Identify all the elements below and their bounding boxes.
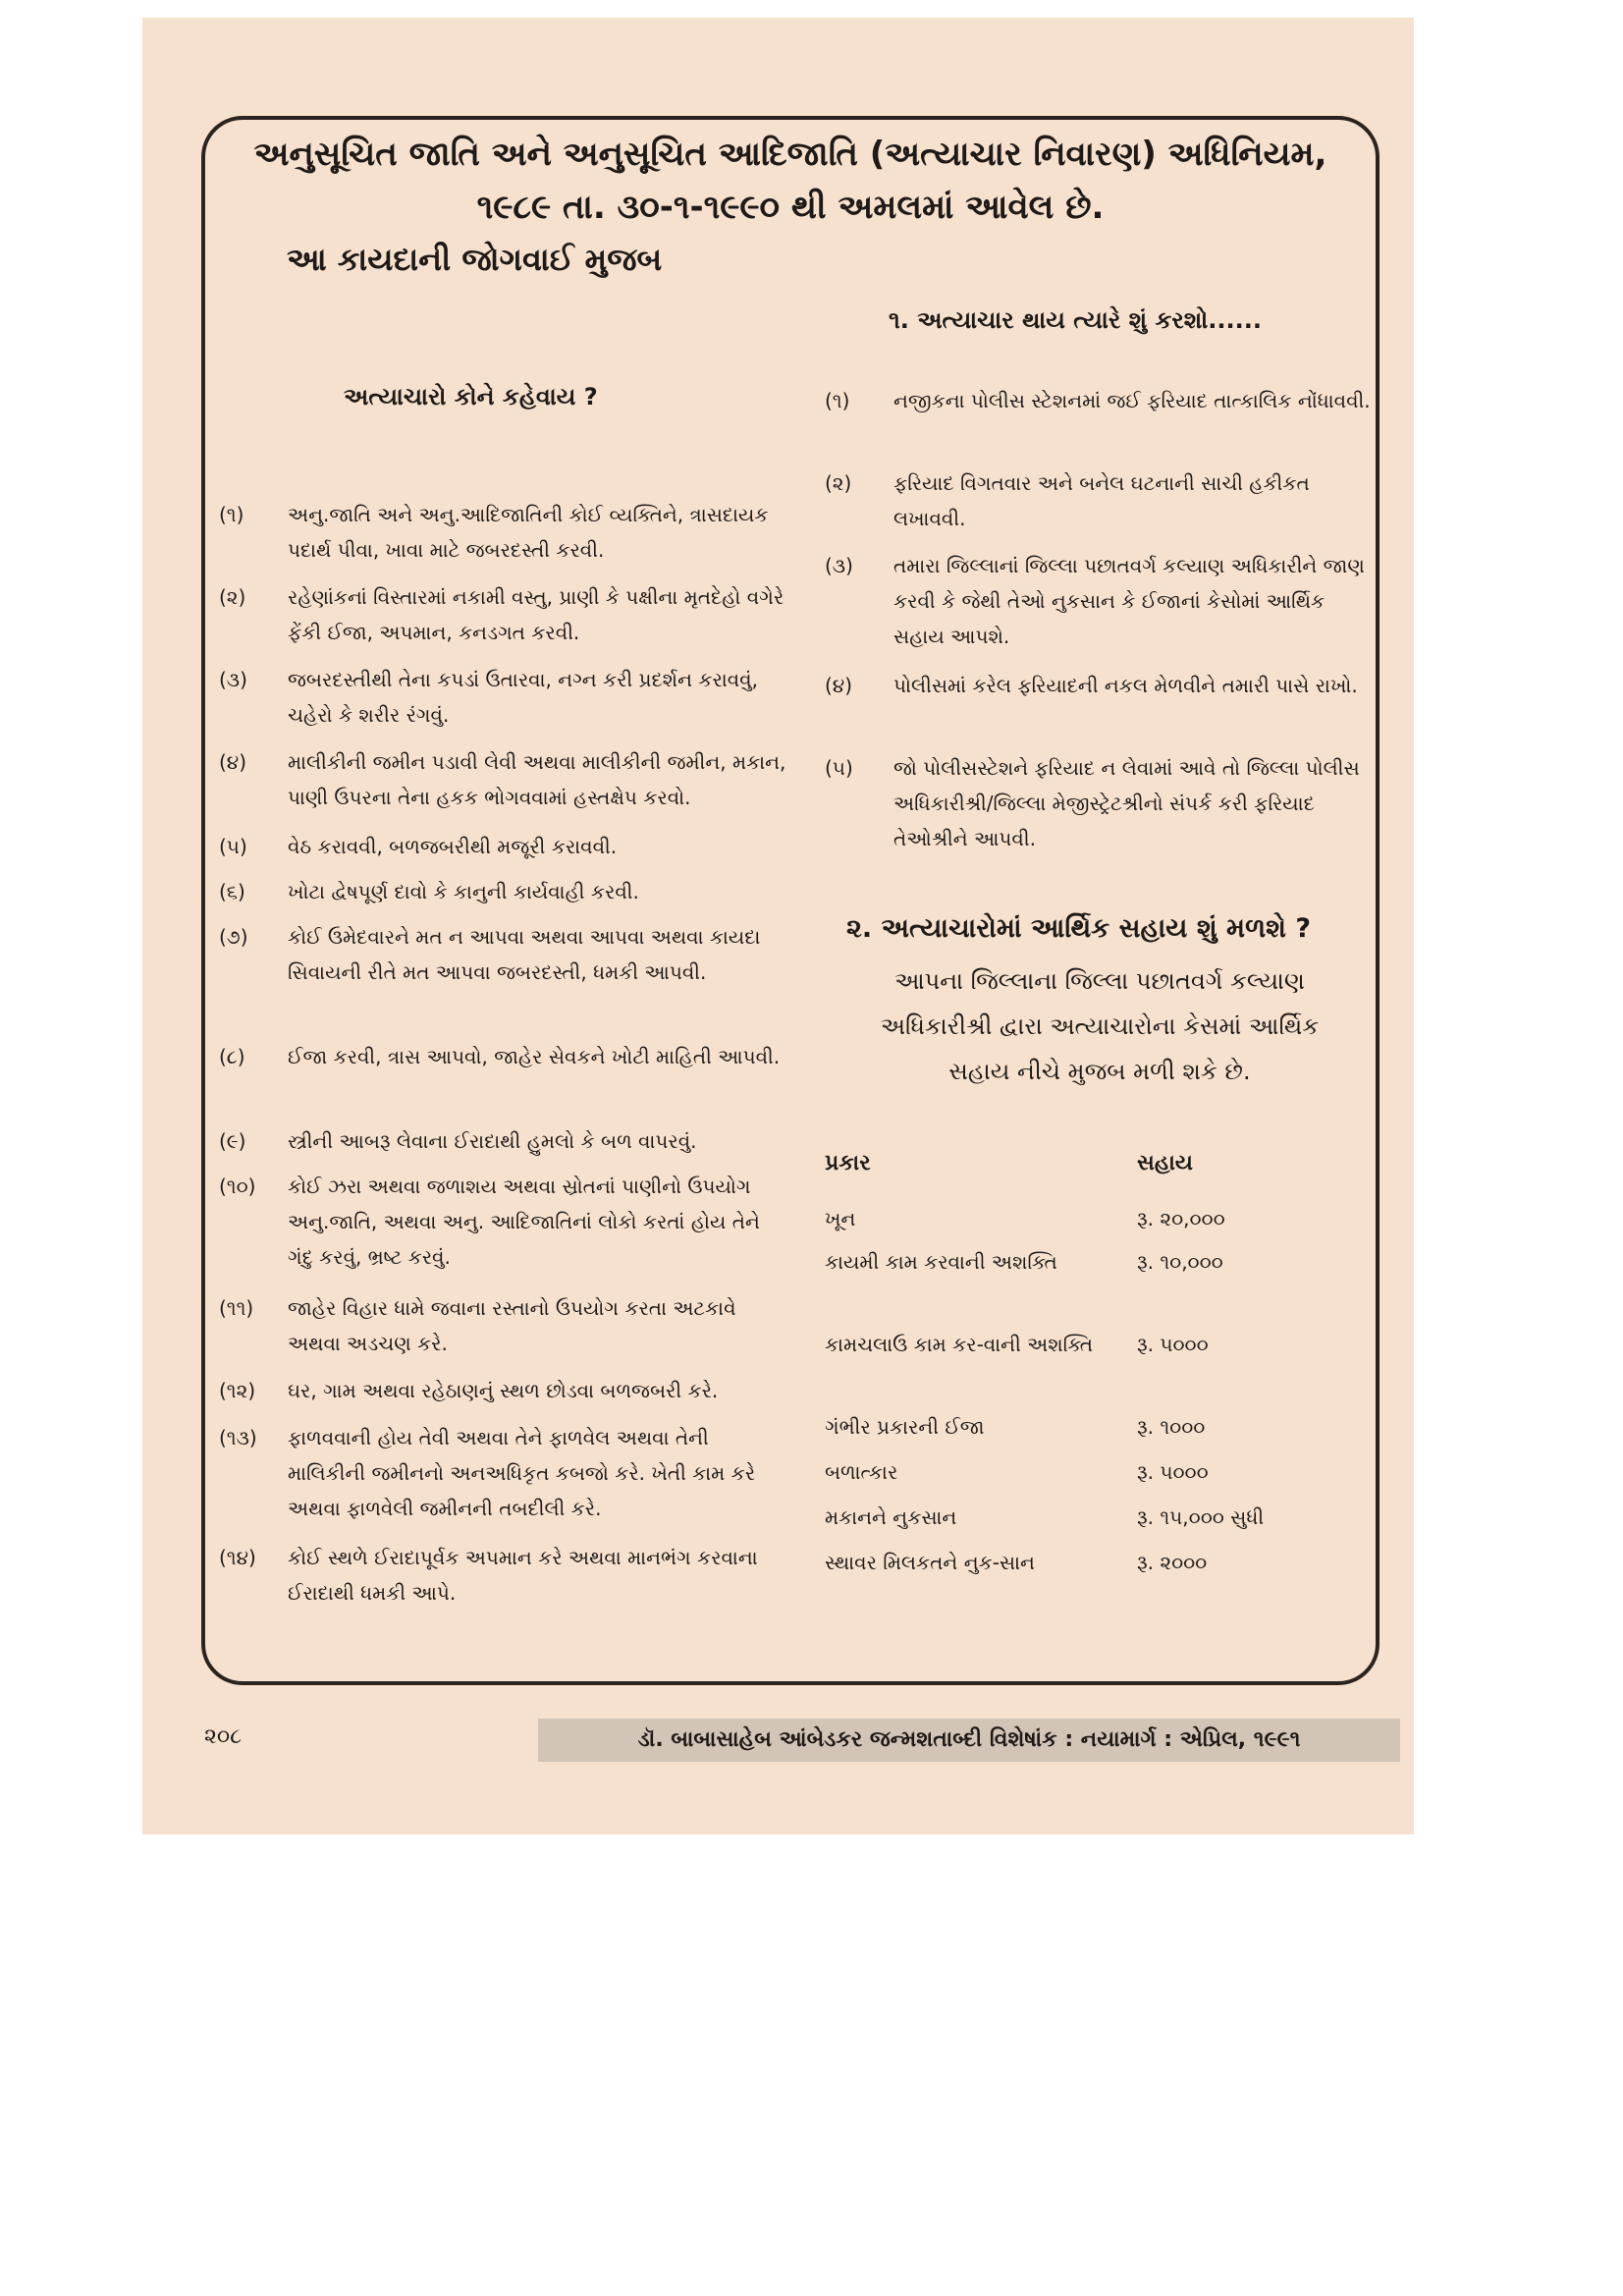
item-number: (૪): [219, 750, 247, 774]
atrocity-item: [219, 744, 790, 815]
table-row: [825, 1243, 1316, 1281]
item-number: (૧૧): [219, 1296, 254, 1320]
action-item: [825, 465, 1380, 536]
table-row: [825, 1326, 1316, 1363]
item-text: કોઈ સ્થળે ઈરાદાપૂર્વક અપમાન કરે અથવા માનભંગ કરવાના ઈરાદાથી ધમકી આપે.: [288, 1546, 758, 1605]
item-text: ફાળવવાની હોય તેવી અથવા તેને ફાળવેલ અથવા તેની માલિકીની જમીનનો અનઅધિકૃત કબજો કરે. ખેતી કામ કરે અથવા ફાળવેલી જમીનની તબદીલી કરે.: [288, 1426, 756, 1520]
item-text: વેઠ કરાવવી, બળજબરીથી મજૂરી કરાવવી.: [288, 835, 618, 858]
atrocity-item: [219, 919, 790, 990]
section-2-body: આપના જિલ્લાના જિલ્લા પછાતવર્ગ કલ્યાણ અધિકારીશ્રી દ્વારા અત્યાચારોના કેસમાં આર્થિક સહાય નીચે મુજબ મળી શકે છે.: [880, 967, 1320, 1085]
assistance-amount: રૂ. ૨૦,૦૦૦: [1137, 1207, 1225, 1230]
table-row: [825, 1453, 1316, 1491]
item-number: (૧૨): [219, 1379, 256, 1402]
assistance-type: ગંભીર પ્રકારની ઈજા: [825, 1415, 985, 1439]
item-text: તમારા જિલ્લાનાં જિલ્લા પછાતવર્ગ કલ્યાણ અધિકારીને જાણ કરવી કે જેથી તેઓ નુકસાન કે ઈજાનાં કેસોમાં આર્થિક સહાય આપશે.: [893, 554, 1365, 648]
assistance-type: મકાનને નુકસાન: [825, 1505, 957, 1529]
item-number: (૧): [219, 503, 244, 526]
item-text: કોઈ ઉમેદવારને મત ન આપવા અથવા આપવા અથવા કાયદા સિવાયની રીતે મત આપવા જબરદસ્તી, ધમકી આપવી.: [288, 925, 761, 984]
item-number: (૮): [219, 1045, 245, 1068]
item-text: કોઈ ઝરા અથવા જળાશય અથવા સ્રોતનાં પાણીનો ઉપયોગ અનુ.જાતિ, અથવા અનુ. આદિજાતિનાં લોકો કરતાં હોય તેને ગંદુ કરવું, ભ્રષ્ટ કરવું.: [288, 1175, 760, 1269]
assistance-type: કામચલાઉ કામ કર-વાની અશક્તિ: [825, 1333, 1094, 1356]
item-text: ઈજા કરવી, ત્રાસ આપવો, જાહેર સેવકને ખોટી માહિતી આપવી.: [288, 1045, 781, 1068]
item-number: (૩): [219, 668, 247, 691]
assistance-type: સ્થાવર મિલકતને નુક-સાન: [825, 1551, 1035, 1574]
assistance-amount: રૂ. ૫૦૦૦: [1137, 1460, 1209, 1484]
item-text: અનુ.જાતિ અને અનુ.આદિજાતિની કોઈ વ્યક્તિને, ત્રાસદાયક પદાર્થ પીવા, ખાવા માટે જબરદસ્તી કરવી.: [288, 503, 769, 562]
assistance-type: બળાત્કાર: [825, 1460, 898, 1484]
section-2-heading: ૨. અત્યાચારોમાં આર્થિક સહાય શું મળશે ?: [846, 913, 1312, 944]
item-number: (૬): [219, 880, 245, 903]
assistance-amount: રૂ. ૨૦૦૦: [1137, 1551, 1208, 1574]
subheading: આ કાયદાની જોગવાઈ મુજબ: [287, 241, 663, 278]
atrocity-item: [219, 874, 790, 909]
assistance-amount: રૂ. ૧૦૦૦: [1137, 1415, 1206, 1439]
item-number: (૧૩): [219, 1426, 257, 1449]
atrocity-item: [219, 1169, 790, 1275]
table-header-type: પ્રકાર: [825, 1151, 871, 1175]
assistance-type: ખૂન: [825, 1207, 856, 1230]
item-text: જાહેર વિહાર ધામે જવાના રસ્તાનો ઉપયોગ કરતા અટકાવે અથવા અડચણ કરે.: [288, 1296, 736, 1355]
table-row: [825, 1200, 1316, 1237]
atrocity-item: [219, 579, 790, 650]
assistance-amount: રૂ. ૧૫,૦૦૦ સુધી: [1137, 1505, 1265, 1529]
item-number: (૪): [825, 674, 853, 697]
atrocity-item: [219, 1420, 790, 1526]
item-number: (૭): [219, 925, 248, 949]
item-text: રહેણાંકનાં વિસ્તારમાં નકામી વસ્તુ, પ્રાણી કે પક્ષીના મૃતદેહો વગેરે ફેંકી ઈજા, અપમાન, કનડગત કરવી.: [288, 585, 784, 644]
item-text: ઘર, ગામ અથવા રહેઠાણનું સ્થળ છોડવા બળજબરી કરે.: [288, 1379, 719, 1402]
item-number: (૧૪): [219, 1546, 256, 1569]
title-line-1: અનુસૂચિત જાતિ અને અનુસૂચિત આદિજાતિ (અત્યાચાર નિવારણ) અધિનિયમ,: [253, 135, 1327, 174]
action-item: [825, 668, 1380, 703]
item-number: (૫): [219, 835, 247, 858]
assistance-amount: રૂ. ૫૦૦૦: [1137, 1333, 1209, 1356]
assistance-type: કાયમી કામ કરવાની અશક્તિ: [825, 1250, 1057, 1274]
atrocity-item: [219, 829, 790, 864]
item-text: માલીકીની જમીન પડાવી લેવી અથવા માલીકીની જમીન, મકાન, પાણી ઉપરના તેના હકક ભોગવવામાં હસ્તક્ષેપ કરવો.: [288, 750, 786, 809]
table-row: [825, 1544, 1316, 1581]
item-text: સ્ત્રીની આબરૂ લેવાના ઈરાદાથી હુમલો કે બળ વાપરવું.: [288, 1129, 697, 1153]
atrocity-item: [219, 1290, 790, 1361]
atrocity-item: [219, 1540, 790, 1611]
atrocities-heading: અત્યાચારો કોને કહેવાય ?: [344, 383, 598, 410]
section-1-heading: ૧. અત્યાચાર થાય ત્યારે શું કરશો......: [889, 306, 1263, 334]
item-text: જબરદસ્તીથી તેના કપડાં ઉતારવા, નગ્ન કરી પ્રદર્શન કરાવવું, ચહેરો કે શરીર રંગવું.: [288, 668, 758, 727]
page-title: [231, 128, 1350, 234]
atrocity-item: [219, 1373, 790, 1408]
item-number: (૩): [825, 554, 853, 577]
item-text: ફરિયાદ વિગતવાર અને બનેલ ઘટનાની સાચી હકીકત લખાવવી.: [893, 471, 1310, 530]
atrocity-item: [219, 662, 790, 733]
table-header-amount: સહાય: [1137, 1151, 1193, 1175]
atrocity-item: [219, 1123, 790, 1159]
item-number: (૫): [825, 756, 853, 780]
item-number: (૨): [825, 471, 852, 495]
table-row: [825, 1408, 1316, 1446]
item-number: (૧): [825, 389, 850, 412]
atrocity-item: [219, 1039, 790, 1074]
item-number: (૨): [219, 585, 246, 609]
item-text: ખોટા દ્વેષપૂર્ણ દાવો કે કાનુની કાર્યવાહી કરવી.: [288, 880, 639, 903]
item-number: (૧૦): [219, 1175, 256, 1198]
item-text: જો પોલીસસ્ટેશને ફરિયાદ ન લેવામાં આવે તો જિલ્લા પોલીસ અધિકારીશ્રી/જિલ્લા મેજીસ્ટ્રેટશ્રીનો સંપર્ક કરી ફરિયાદ તેઓશ્રીને આપવી.: [893, 756, 1360, 850]
item-text: નજીકના પોલીસ સ્ટેશનમાં જઈ ફરિયાદ તાત્કાલિક નોંધાવવી.: [893, 389, 1371, 412]
table-row: [825, 1499, 1316, 1536]
action-item: [825, 383, 1380, 418]
atrocity-item: [219, 497, 790, 568]
action-item: [825, 750, 1380, 856]
item-text: પોલીસમાં કરેલ ફરિયાદની નકલ મેળવીને તમારી પાસે રાખો.: [893, 674, 1358, 697]
action-item: [825, 548, 1380, 654]
item-number: (૯): [219, 1129, 246, 1153]
assistance-amount: રૂ. ૧૦,૦૦૦: [1137, 1250, 1223, 1274]
page-number: ૨૦૮: [204, 1724, 243, 1749]
title-line-2: ૧૯૮૯ તા. ૩૦-૧-૧૯૯૦ થી અમલમાં આવેલ છે.: [476, 188, 1105, 227]
footer-banner: ડૉ. બાબાસાહેબ આંબેડકર જન્મશતાબ્દી વિશેષાંક : નયામાર્ગ : એપ્રિલ, ૧૯૯૧: [538, 1719, 1400, 1762]
